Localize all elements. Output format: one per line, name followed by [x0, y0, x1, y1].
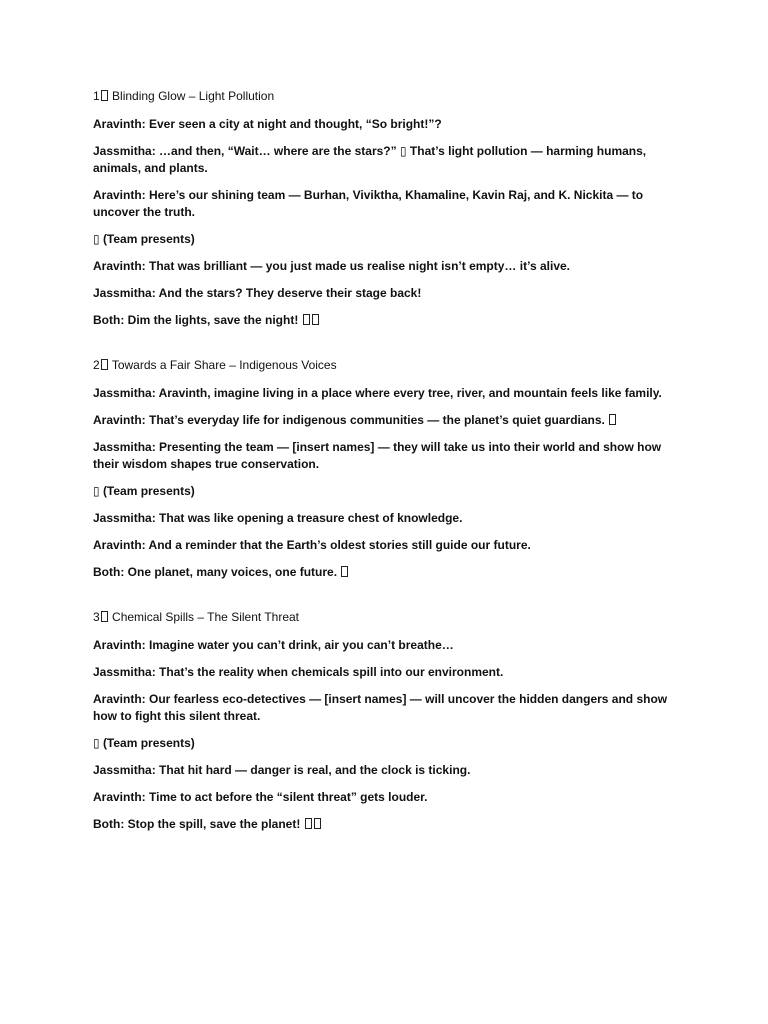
script-line [93, 412, 678, 429]
missing-glyph-icon [305, 818, 312, 829]
document-page [93, 88, 678, 843]
section-number: 1 [93, 89, 100, 103]
section-heading [93, 88, 678, 104]
script-line: Aravinth: And a reminder that the Earth’s oldest stories still guide our future. [93, 538, 531, 552]
emoji-glyphs [304, 817, 322, 831]
section-indigenous-voices [93, 357, 678, 581]
script-line: Jassmitha: …and then, “Wait… where are the stars?” ▯ That’s light pollution — harming humans, animals, and plants. [93, 144, 647, 175]
script-line: Aravinth: Our fearless eco-detectives — [insert names] — will uncover the hidden dangers and show how to fight this silent threat. [93, 692, 668, 723]
script-line: Aravinth: Ever seen a city at night and thought, “So bright!”? [93, 117, 442, 131]
script-line-text: Both: Dim the lights, save the night! [93, 313, 302, 327]
script-line: Jassmitha: Aravinth, imagine living in a place where every tree, river, and mountain feels like family. [93, 386, 662, 400]
missing-glyph-icon [101, 611, 108, 622]
script-line: Aravinth: Here’s our shining team — Burhan, Viviktha, Khamaline, Kavin Raj, and K. Nickita — to uncover the truth. [93, 188, 644, 219]
missing-glyph-icon [101, 90, 108, 101]
emoji-glyphs [608, 413, 617, 427]
script-line: ▯ (Team presents) [93, 736, 195, 750]
section-light-pollution [93, 88, 678, 329]
section-number: 3 [93, 610, 100, 624]
script-line: Jassmitha: That hit hard — danger is real, and the clock is ticking. [93, 763, 471, 777]
script-line [93, 312, 678, 329]
section-title: Blinding Glow – Light Pollution [112, 89, 275, 103]
script-line-text: Both: Stop the spill, save the planet! [93, 817, 304, 831]
script-line [93, 816, 678, 833]
script-line-text: Both: One planet, many voices, one future. [93, 565, 341, 579]
missing-glyph-icon [341, 566, 348, 577]
script-line: Jassmitha: And the stars? They deserve their stage back! [93, 286, 422, 300]
missing-glyph-icon [609, 414, 616, 425]
missing-glyph-icon [101, 359, 108, 370]
emoji-glyphs [302, 313, 320, 327]
script-line: Aravinth: Time to act before the “silent threat” gets louder. [93, 790, 428, 804]
script-line: ▯ (Team presents) [93, 232, 195, 246]
script-line: Aravinth: That was brilliant — you just made us realise night isn’t empty… it’s alive. [93, 259, 570, 273]
emoji-glyphs [340, 565, 349, 579]
script-line [93, 564, 678, 581]
section-number: 2 [93, 358, 100, 372]
missing-glyph-icon [314, 818, 321, 829]
script-line: ▯ (Team presents) [93, 484, 195, 498]
section-heading [93, 357, 678, 373]
script-line-text: Aravinth: That’s everyday life for indigenous communities — the planet’s quiet guardians. [93, 413, 609, 427]
section-title: Chemical Spills – The Silent Threat [112, 610, 300, 624]
missing-glyph-icon [312, 314, 319, 325]
script-line: Jassmitha: Presenting the team — [insert names] — they will take us into their world and show how their wisdom shapes true conservation. [93, 440, 662, 471]
missing-glyph-icon [303, 314, 310, 325]
section-title: Towards a Fair Share – Indigenous Voices [111, 358, 337, 372]
script-line: Jassmitha: That was like opening a treasure chest of knowledge. [93, 511, 463, 525]
script-line: Jassmitha: That’s the reality when chemicals spill into our environment. [93, 665, 504, 679]
section-chemical-spills [93, 609, 678, 833]
script-line: Aravinth: Imagine water you can’t drink, air you can’t breathe… [93, 638, 454, 652]
section-heading [93, 609, 678, 625]
